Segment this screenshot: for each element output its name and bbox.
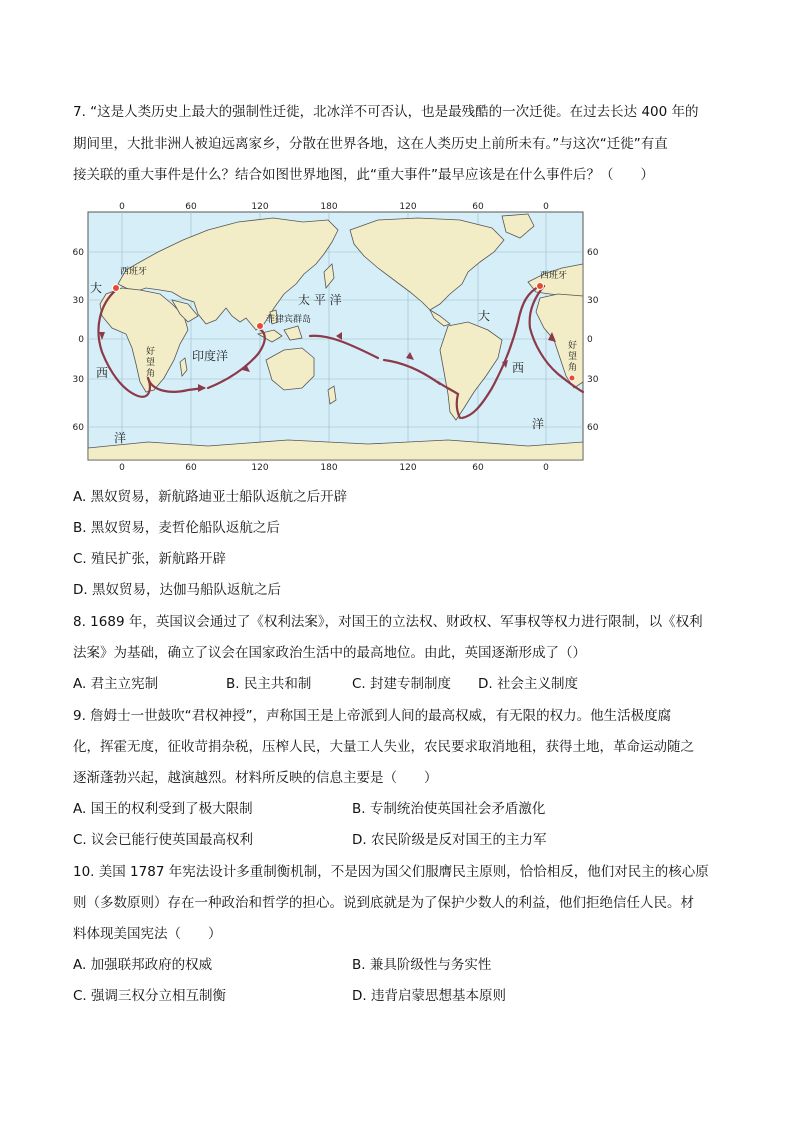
right-tick-label: 30	[587, 296, 599, 306]
q7-option-d: D. 黑奴贸易，达伽马船队返航之后	[73, 582, 281, 598]
q9-line-1: 9. 詹姆士一世鼓吹“君权神授”，声称国王是上帝派到人间的最高权威，有无限的权力。他生活极度腐	[73, 708, 672, 724]
world-map-figure	[72, 202, 599, 473]
port-cape-right	[569, 375, 575, 381]
top-tick-label: 60	[185, 202, 197, 212]
label-xi-right: 西	[512, 361, 525, 375]
left-tick-label: 60	[72, 248, 84, 258]
q10-line-1: 10. 美国 1787 年宪法设计多重制衡机制，不是因为国父们服膺民主原则，恰恰相反，他们对民主的核心原	[73, 864, 709, 880]
q7-option-b: B. 黑奴贸易，麦哲伦船队返航之后	[73, 520, 280, 536]
label-spain-right: 西班牙	[540, 271, 568, 281]
q8-line-2: 法案》为基础，确立了议会在国家政治生活中的最高地位。由此，英国逐渐形成了（）	[73, 645, 586, 661]
cape-char: 望	[146, 358, 156, 368]
q7-line-3: 接关联的重大事件是什么？结合如图世界地图，此“重大事件”最早应该是在什么事件后？（ ）	[73, 167, 654, 183]
label-cape-right-vertical	[568, 339, 577, 373]
top-tick-label: 120	[399, 202, 417, 212]
label-cape-left-vertical	[146, 345, 155, 379]
q9-option-a: A. 国王的权利受到了极大限制	[73, 801, 253, 817]
q7-line-2: 期间里，大批非洲人被迫远离家乡，分散在世界各地，这在人类历史上前所未有。”与这次“迁徙”有直	[73, 136, 668, 152]
q9-option-b: B. 专制统治使英国社会矛盾激化	[352, 801, 546, 817]
q10-line-2: 则（多数原则）存在一种政治和哲学的担心。说到底就是为了保护少数人的利益，他们拒绝信任人民。材	[73, 895, 694, 911]
right-tick-label: 60	[587, 423, 599, 433]
label-xi-left: 西	[96, 366, 109, 380]
label-spain-left: 西班牙	[120, 267, 148, 277]
q9-option-c: C. 议会已能行使英国最高权利	[73, 832, 254, 848]
left-tick-label: 60	[72, 423, 84, 433]
bottom-tick-label: 120	[251, 463, 269, 473]
q10-option-c: C. 强调三权分立相互制衡	[73, 988, 227, 1004]
q10-option-b: B. 兼具阶级性与务实性	[352, 957, 492, 973]
bottom-tick-label: 60	[472, 463, 484, 473]
label-cape-left	[146, 345, 155, 379]
top-tick-label: 120	[251, 202, 269, 212]
cape-char: 角	[146, 369, 156, 379]
label-yang-left: 洋	[114, 431, 127, 445]
bottom-tick-label: 0	[543, 463, 549, 473]
label-da-right: 大	[478, 309, 491, 323]
q10-line-3: 料体现美国宪法（ ）	[73, 926, 222, 942]
right-tick-label: 60	[587, 248, 599, 258]
q8-option-d: D. 社会主义制度	[478, 676, 578, 692]
bottom-tick-label: 120	[399, 463, 417, 473]
bottom-tick-label: 180	[320, 463, 338, 473]
q8-option-a: A. 君主立宪制	[73, 676, 159, 692]
right-tick-label: 30	[587, 375, 599, 385]
top-tick-label: 60	[472, 202, 484, 212]
cape-char: 望	[568, 352, 578, 362]
label-pacific: 太 平 洋	[298, 293, 342, 307]
q10-option-a: A. 加强联邦政府的权威	[73, 957, 213, 973]
top-tick-label: 0	[543, 202, 549, 212]
left-tick-label: 30	[72, 375, 84, 385]
port-spain-right	[537, 283, 544, 290]
world-map	[72, 202, 599, 473]
port-spain-left	[113, 285, 120, 292]
cape-char: 好	[568, 341, 578, 351]
label-yang-right: 洋	[532, 417, 545, 431]
q7-line-1: 7. “这是人类历史上最大的强制性迁徙，北冰洋不可否认，也是最残酷的一次迁徙。在过去长达 400 年的	[73, 104, 699, 120]
cape-char: 好	[146, 347, 156, 357]
port-philippines	[257, 323, 264, 330]
left-tick-label: 0	[78, 335, 84, 345]
q9-line-2: 化，挥霍无度，征收苛捐杂税，压榨人民，大量工人失业，农民要求取消地租，获得土地，革命运动随之	[73, 739, 694, 755]
top-tick-label: 180	[320, 202, 338, 212]
q7-option-a: A. 黑奴贸易，新航路迪亚士船队返航之后开辟	[73, 489, 348, 505]
bottom-tick-label: 0	[119, 463, 125, 473]
bottom-tick-label: 60	[185, 463, 197, 473]
top-tick-label: 0	[119, 202, 125, 212]
label-cape-right	[568, 339, 577, 373]
q9-option-d: D. 农民阶级是反对国王的主力军	[352, 832, 547, 848]
label-philippines: 菲律宾群岛	[266, 315, 312, 325]
q10-option-d: D. 违背启蒙思想基本原则	[352, 988, 506, 1004]
q7-option-c: C. 殖民扩张，新航路开辟	[73, 551, 227, 567]
label-indian-ocean: 印度洋	[192, 349, 229, 363]
q9-line-3: 逐渐蓬勃兴起，越演越烈。材料所反映的信息主要是（ ）	[73, 770, 438, 786]
q8-line-1: 8. 1689 年，英国议会通过了《权利法案》，对国王的立法权、财政权、军事权等权力进行限制，以《权利	[73, 614, 703, 630]
right-tick-label: 0	[587, 335, 593, 345]
q8-option-c: C. 封建专制制度	[352, 676, 452, 692]
cape-char: 角	[568, 363, 578, 373]
left-tick-label: 30	[72, 296, 84, 306]
label-da-left: 大	[90, 281, 103, 295]
q8-option-b: B. 民主共和制	[226, 676, 312, 692]
